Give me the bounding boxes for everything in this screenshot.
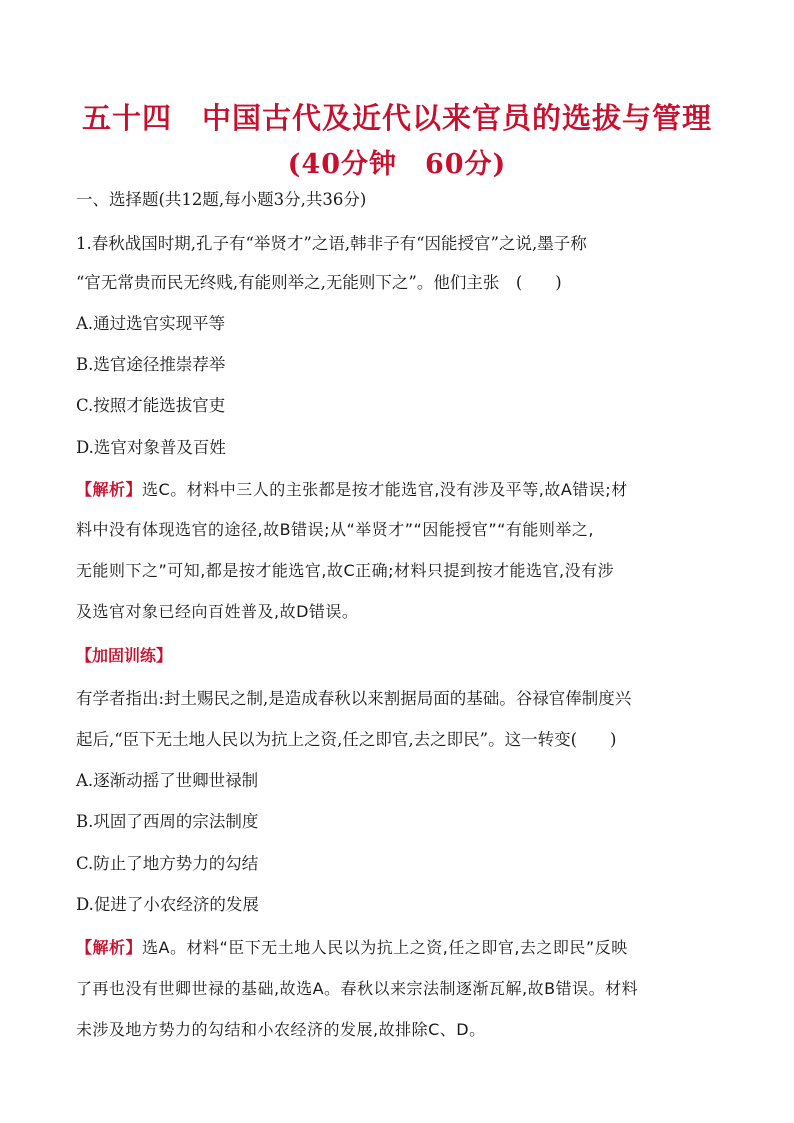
option-d: D.选官对象普及百姓	[76, 438, 226, 457]
analysis-text: 选A。材料“臣下无土地人民以为抗上之资,任之即官,去之即民”反映	[142, 938, 628, 957]
option-b: B.巩固了西周的宗法制度	[76, 812, 259, 831]
analysis-tag: 【解析】	[76, 480, 143, 499]
option-d: D.促进了小农经济的发展	[76, 895, 259, 914]
question-stem-line: 1.春秋战国时期,孔子有“举贤才”之语,韩非子有“因能授官”之说,墨子称	[76, 234, 587, 253]
option-a: A.通过选官实现平等	[76, 314, 226, 333]
option-c: C.防止了地方势力的勾结	[76, 854, 259, 873]
title-text: 五十四 中国古代及近代以来官员的选拔与管理	[81, 101, 712, 135]
analysis-line: 了再也没有世卿世禄的基础,故选A。春秋以来宗法制逐渐瓦解,故B错误。材料	[76, 979, 639, 998]
analysis-tag: 【解析】	[76, 938, 143, 957]
reinforce-tag: 【加固训练】	[76, 646, 173, 665]
option-a: A.逐渐动摇了世卿世禄制	[76, 771, 259, 790]
analysis-line	[76, 482, 628, 498]
analysis-line: 无能则下之”可知,都是按才能选官,故C正确;材料只提到按才能选官,没有涉	[76, 561, 615, 580]
analysis-line: 料中没有体现选官的途径,故B错误;从“举贤才”“因能授官”“有能则举之,	[76, 520, 594, 539]
analysis-text: 选C。材料中三人的主张都是按才能选官,没有涉及平等,故A错误;材	[142, 480, 628, 499]
option-b: B.选官途径推崇荐举	[76, 355, 226, 374]
title-sub	[0, 142, 794, 181]
title-main	[0, 96, 794, 137]
question-stem-line: 起后,“臣下无土地人民以为抗上之资,任之即官,去之即民”。这一转变( )	[76, 730, 617, 749]
section-header: 一、选择题(共12题,每小题3分,共36分)	[76, 190, 367, 209]
analysis-line	[76, 940, 628, 956]
analysis-line: 及选官对象已经向百姓普及,故D错误。	[76, 602, 359, 621]
question-stem-line: 有学者指出:封土赐民之制,是造成春秋以来割据局面的基础。谷禄官俸制度兴	[76, 689, 632, 708]
title-text: (40分钟 60分)	[287, 149, 507, 180]
question-stem-line: “官无常贵而民无终贱,有能则举之,无能则下之”。他们主张 ( )	[76, 273, 562, 292]
option-c: C.按照才能选拔官吏	[76, 396, 226, 415]
analysis-line: 未涉及地方势力的勾结和小农经济的发展,故排除C、D。	[76, 1020, 486, 1039]
